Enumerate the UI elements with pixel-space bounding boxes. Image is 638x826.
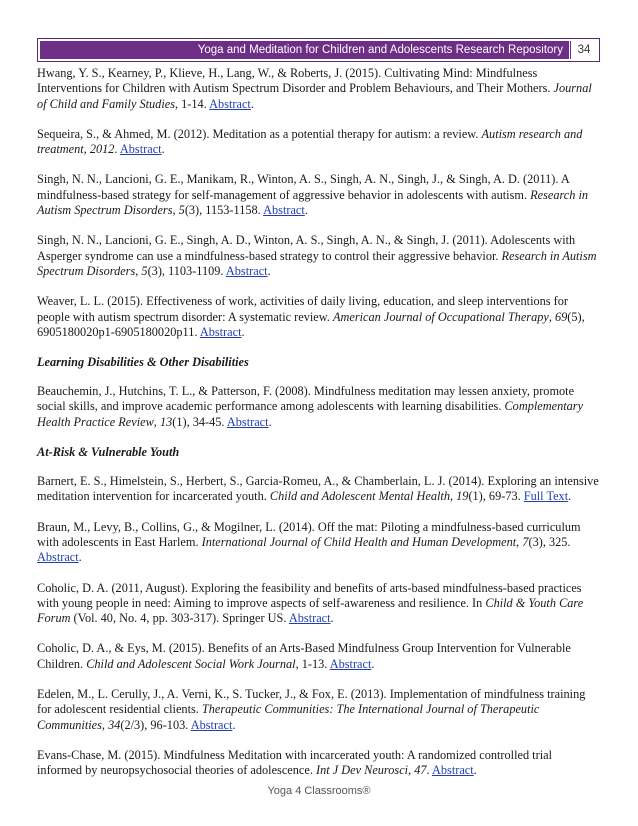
abstract-link[interactable]: Abstract bbox=[432, 763, 474, 778]
journal-title: International Journal of Child Health and Human Development bbox=[201, 534, 517, 549]
journal-title: Research in Autism Spectrum Disorders bbox=[37, 248, 597, 278]
reference-text: . bbox=[161, 142, 165, 157]
reference-text: Singh, N. N., Lancioni, G. E., Manikam, R., Winton, A. S., Singh, A. N., Singh, J., & Singh, A. D. (2011). A mindfulness-based strategy for self-management of aggressive behavior in adolescents with autism. bbox=[37, 172, 570, 202]
reference-text: (3), 1103-1109. bbox=[147, 263, 226, 278]
journal-title: 34 bbox=[108, 717, 121, 732]
reference-text: , bbox=[449, 489, 457, 504]
reference-text: Beauchemin, J., Hutchins, T. L., & Patterson, F. (2008). Mindfulness meditation may lessen anxiety, promote social skills, and improve academic performance among adolescents with learning disabilities. bbox=[37, 384, 575, 414]
page-number: 34 bbox=[570, 41, 597, 59]
reference-text: , bbox=[135, 263, 142, 278]
journal-title: Child and Adolescent Social Work Journal bbox=[86, 656, 296, 671]
section-heading: At-Risk & Vulnerable Youth bbox=[37, 445, 180, 460]
abstract-link[interactable]: Abstract bbox=[226, 414, 269, 429]
reference-text: Weaver, L. L. (2015). Effectiveness of work, activities of daily living, education, and sleep interventions for people with autism spectrum disorder: A systematic review. bbox=[37, 294, 568, 324]
abstract-link[interactable]: Abstract bbox=[263, 203, 305, 218]
reference-entry bbox=[37, 474, 599, 505]
reference-text: Sequeira, S., & Ahmed, M. (2012). Meditation as a potential therapy for autism: a review. bbox=[37, 126, 482, 141]
reference-text: (3), 325. bbox=[528, 534, 571, 549]
journal-title: Therapeutic Communities: The International Journal of Therapeutic Communities bbox=[37, 702, 540, 732]
journal-title: American Journal of Occupational Therapy bbox=[332, 309, 549, 324]
reference-text: , bbox=[83, 142, 90, 157]
reference-text: (2/3), 96-103. bbox=[120, 717, 191, 732]
reference-entry bbox=[37, 172, 599, 218]
journal-title: 5 bbox=[178, 203, 185, 218]
abstract-link[interactable]: Abstract bbox=[190, 717, 233, 732]
reference-text: . bbox=[78, 550, 82, 565]
reference-text: . bbox=[371, 656, 375, 671]
page-header bbox=[37, 38, 600, 62]
reference-entry bbox=[37, 641, 599, 672]
journal-title: 13 bbox=[159, 414, 173, 429]
abstract-link[interactable]: Abstract bbox=[288, 611, 331, 626]
abstract-link[interactable]: Abstract bbox=[119, 142, 162, 157]
reference-text: Hwang, Y. S., Kearney, P., Klieve, H., Lang, W., & Roberts, J. (2015). Cultivating Mind: Mindfulness Interventions for Children with Autism Spectrum Disorder and Problem Behaviours, and Their Mothers. bbox=[37, 66, 554, 96]
reference-text: Singh, N. N., Lancioni, G. E., Singh, A. D., Winton, A. S., Singh, A. N., & Singh, J. (2011). Adolescents with Asperger syndrome can use a mindfulness-based strategy to control their aggressive behavior. bbox=[37, 233, 576, 263]
abstract-link[interactable]: Abstract bbox=[225, 263, 268, 278]
journal-title: Autism research and treatment bbox=[37, 126, 583, 157]
journal-title: 5 bbox=[141, 263, 148, 278]
reference-text: . bbox=[473, 763, 477, 778]
journal-title: Child and Adolescent Mental Health bbox=[269, 489, 450, 504]
reference-text: , bbox=[101, 717, 109, 732]
reference-text: (Vol. 40, No. 4, pp. 303-317). Springer US. bbox=[70, 611, 289, 626]
reference-text: Coholic, D. A. (2011, August). Exploring the feasibility and benefits of arts-based mindfulness-based practices with young people in need: Aiming to improve aspects of self-awareness and resilience. In bbox=[37, 580, 582, 610]
reference-text: Coholic, D. A., & Eys, M. (2015). Benefits of an Arts-Based Mindfulness Group Intervention for Vulnerable Children. bbox=[37, 641, 571, 671]
reference-text: . bbox=[250, 96, 254, 111]
reference-text: (1), 34-45. bbox=[172, 414, 227, 429]
reference-text: , 1-14. bbox=[175, 96, 210, 111]
header-title: Yoga and Meditation for Children and Adolescents Research Repository bbox=[40, 41, 569, 59]
journal-title: Research in Autism Spectrum Disorders bbox=[37, 187, 589, 218]
journal-title: Child & Youth Care Forum bbox=[37, 595, 584, 626]
reference-list bbox=[37, 66, 599, 794]
reference-entry bbox=[37, 687, 599, 733]
page-footer: Yoga 4 Classrooms® bbox=[267, 785, 371, 797]
journal-title: Int J Dev Neurosci, 47 bbox=[315, 763, 427, 778]
reference-text: , bbox=[153, 414, 160, 429]
reference-entry bbox=[37, 233, 599, 279]
reference-entry bbox=[37, 66, 599, 112]
abstract-link[interactable]: Abstract bbox=[209, 96, 251, 111]
reference-text: Barnert, E. S., Himelstein, S., Herbert, S., Garcia‐Romeu, A., & Chamberlain, L. J. (2014). Exploring an intensive meditation intervention for incarcerated youth. bbox=[37, 474, 599, 504]
reference-entry bbox=[37, 127, 599, 158]
abstract-link[interactable]: Abstract bbox=[329, 656, 372, 671]
journal-title: 2012 bbox=[89, 142, 115, 157]
reference-text: (1), 69-73. bbox=[468, 489, 524, 504]
reference-text: . bbox=[114, 142, 120, 157]
section-heading: Learning Disabilities & Other Disabilities bbox=[37, 355, 249, 370]
reference-entry bbox=[37, 384, 599, 430]
reference-text: . bbox=[232, 717, 236, 732]
reference-text: . bbox=[241, 324, 245, 339]
journal-title: 19 bbox=[456, 489, 469, 504]
reference-text: . bbox=[268, 414, 272, 429]
reference-text: . bbox=[330, 611, 334, 626]
reference-entry bbox=[37, 520, 599, 566]
reference-text: . bbox=[426, 763, 432, 778]
abstract-link[interactable]: Abstract bbox=[37, 550, 79, 565]
reference-entry bbox=[37, 748, 599, 779]
journal-title: 69 bbox=[555, 309, 568, 324]
journal-title: Complementary Health Practice Review bbox=[37, 399, 584, 429]
abstract-link[interactable]: Abstract bbox=[199, 324, 242, 339]
reference-text: Evans-Chase, M. (2015). Mindfulness Meditation with incarcerated youth: A randomized controlled trial informed by neuropsychosocial theories of adolescence. bbox=[37, 747, 552, 778]
reference-text: (3), 1153-1158. bbox=[184, 203, 264, 218]
reference-text: , bbox=[548, 309, 555, 324]
journal-title: 7 bbox=[522, 534, 529, 549]
reference-text: , bbox=[516, 534, 523, 549]
reference-text: . bbox=[304, 203, 308, 218]
reference-text: , bbox=[172, 203, 179, 218]
reference-entry bbox=[37, 581, 599, 627]
full-text-link[interactable]: Full Text bbox=[523, 489, 569, 504]
reference-text: . bbox=[267, 263, 271, 278]
reference-text: (5), 6905180020p1-6905180020p11. bbox=[37, 309, 585, 339]
reference-text: , 1-13. bbox=[295, 656, 330, 671]
reference-entry bbox=[37, 294, 599, 340]
reference-text: Braun, M., Levy, B., Collins, G., & Mogilner, L. (2014). Off the mat: Piloting a mindfulness-based curriculum with adolescents in East Harlem. bbox=[37, 519, 581, 549]
journal-title: Journal of Child and Family Studies bbox=[37, 81, 592, 111]
reference-text: . bbox=[568, 489, 572, 504]
reference-text: Edelen, M., L. Cerully, J., A. Verni, K., S. Tucker, J., & Fox, E. (2013). Implementation of mindfulness training for adolescent residential clients. bbox=[37, 687, 586, 717]
